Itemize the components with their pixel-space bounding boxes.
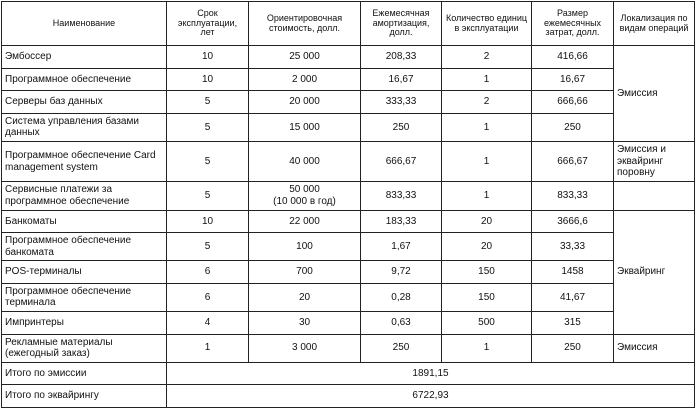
item-cost-value: 25 000 — [289, 51, 320, 63]
item-quantity: 2 — [442, 91, 532, 114]
total-acquiring-value: 6722,93 — [167, 385, 695, 408]
item-quantity: 500 — [442, 311, 532, 334]
item-cost-value: 2 000 — [291, 73, 318, 85]
localization-emission: Эмиссия — [614, 46, 695, 142]
item-cost — [249, 142, 361, 182]
item-cost — [249, 334, 361, 362]
item-cost — [249, 182, 361, 210]
item-cost-value: 15 000 — [289, 121, 320, 133]
item-cost — [249, 46, 361, 69]
table-row — [2, 261, 695, 284]
table-row — [2, 68, 695, 91]
item-term: 1 — [167, 334, 249, 362]
item-term: 6 — [167, 261, 249, 284]
total-row-emission — [2, 362, 695, 385]
item-monthly: 833,33 — [532, 182, 614, 210]
total-emission-value: 1891,15 — [167, 362, 695, 385]
item-amortization: 9,72 — [361, 261, 442, 284]
item-name: Банкоматы — [2, 210, 167, 233]
item-cost — [249, 283, 361, 311]
table-row — [2, 142, 695, 182]
item-term: 6 — [167, 283, 249, 311]
item-monthly: 41,67 — [532, 283, 614, 311]
item-quantity: 1 — [442, 334, 532, 362]
item-term: 5 — [167, 91, 249, 114]
item-quantity: 1 — [442, 182, 532, 210]
item-amortization: 208,33 — [361, 46, 442, 69]
item-name: Система управления базами данных — [2, 113, 167, 141]
item-amortization: 16,67 — [361, 68, 442, 91]
item-amortization: 0,63 — [361, 311, 442, 334]
item-quantity: 20 — [442, 210, 532, 233]
item-cost-value: 20 — [298, 291, 311, 303]
table-row — [2, 182, 695, 210]
costs-table — [1, 1, 695, 408]
item-amortization: 183,33 — [361, 210, 442, 233]
localization-acquiring: Эквайринг — [614, 210, 695, 334]
item-name: Программное обеспечение — [2, 68, 167, 91]
item-name: Серверы баз данных — [2, 91, 167, 114]
table-header — [2, 2, 695, 46]
total-emission-label: Итого по эмиссии — [2, 362, 167, 385]
header-cost: Ориентировочная стоимость, долл. — [249, 2, 361, 46]
item-monthly: 1458 — [532, 261, 614, 284]
item-quantity: 20 — [442, 233, 532, 261]
table-row — [2, 91, 695, 114]
item-cost-value: 40 000 — [289, 155, 320, 167]
item-amortization: 333,33 — [361, 91, 442, 114]
item-term: 10 — [167, 210, 249, 233]
item-cost-value: 22 000 — [289, 215, 320, 227]
table-row — [2, 210, 695, 233]
item-monthly: 3666,6 — [532, 210, 614, 233]
item-cost-value: 30 — [298, 317, 311, 328]
item-cost-value: 20 000 — [289, 96, 320, 108]
item-cost — [249, 68, 361, 91]
item-amortization: 666,67 — [361, 142, 442, 182]
item-monthly: 315 — [532, 311, 614, 334]
table-row — [2, 334, 695, 362]
item-quantity: 1 — [442, 68, 532, 91]
item-cost-value: 50 000 — [289, 184, 320, 196]
item-cost-note: (10 000 в год) — [273, 195, 336, 207]
item-monthly: 666,67 — [532, 142, 614, 182]
item-term: 10 — [167, 68, 249, 91]
item-name: Программное обеспечение банкомата — [2, 233, 167, 261]
item-amortization: 833,33 — [361, 182, 442, 210]
item-cost — [249, 113, 361, 141]
item-name: Импринтеры — [2, 311, 167, 334]
item-cost — [249, 233, 361, 261]
total-row-acquiring — [2, 385, 695, 408]
table-row — [2, 311, 695, 334]
header-row — [2, 2, 695, 46]
item-cost — [249, 91, 361, 114]
localization-both: Эмиссия и эквайринг поровну — [614, 142, 695, 182]
item-term: 5 — [167, 233, 249, 261]
item-quantity: 2 — [442, 46, 532, 69]
item-cost — [249, 261, 361, 284]
item-cost — [249, 210, 361, 233]
item-quantity: 150 — [442, 261, 532, 284]
item-name: Программное обеспечение терминала — [2, 283, 167, 311]
item-name: Рекламные материалы (ежегодный заказ) — [2, 334, 167, 362]
item-quantity: 1 — [442, 113, 532, 141]
table-body — [2, 46, 695, 408]
item-monthly: 33,33 — [532, 233, 614, 261]
table-row — [2, 46, 695, 69]
item-term: 5 — [167, 182, 249, 210]
item-name: Эмбоссер — [2, 46, 167, 69]
item-amortization: 250 — [361, 334, 442, 362]
localization-empty — [614, 182, 695, 210]
item-monthly: 16,67 — [532, 68, 614, 91]
item-term: 5 — [167, 142, 249, 182]
item-cost-value: 100 — [296, 240, 313, 252]
item-amortization: 1,67 — [361, 233, 442, 261]
item-cost — [249, 311, 361, 334]
table-row — [2, 113, 695, 141]
item-term: 5 — [167, 113, 249, 141]
item-monthly: 250 — [532, 113, 614, 141]
item-name: Программное обеспечение Card management system — [2, 142, 167, 182]
item-monthly: 666,66 — [532, 91, 614, 114]
header-localization: Локализация по видам операций — [614, 2, 695, 46]
item-cost-value: 700 — [296, 266, 313, 278]
header-term: Срок эксплуатации, лет — [167, 2, 249, 46]
header-name: Наименование — [2, 2, 167, 46]
item-quantity: 150 — [442, 283, 532, 311]
localization-emission-ads: Эмиссия — [614, 334, 695, 362]
item-monthly: 416,66 — [532, 46, 614, 69]
header-quantity: Количество единиц в эксплуатации — [442, 2, 532, 46]
header-amortization: Ежемесячная амортизация, долл. — [361, 2, 442, 46]
item-name: Сервисные платежи за программное обеспечение — [2, 182, 167, 210]
item-amortization: 250 — [361, 113, 442, 141]
item-name: POS-терминалы — [2, 261, 167, 284]
item-monthly: 250 — [532, 334, 614, 362]
header-monthly-costs: Размер ежемесячных затрат, долл. — [532, 2, 614, 46]
item-term: 10 — [167, 46, 249, 69]
table-row — [2, 283, 695, 311]
table-row — [2, 233, 695, 261]
item-quantity: 1 — [442, 142, 532, 182]
item-term: 4 — [167, 311, 249, 334]
item-amortization: 0,28 — [361, 283, 442, 311]
total-acquiring-label: Итого по эквайрингу — [2, 385, 167, 408]
item-cost-value: 3 000 — [291, 342, 318, 354]
